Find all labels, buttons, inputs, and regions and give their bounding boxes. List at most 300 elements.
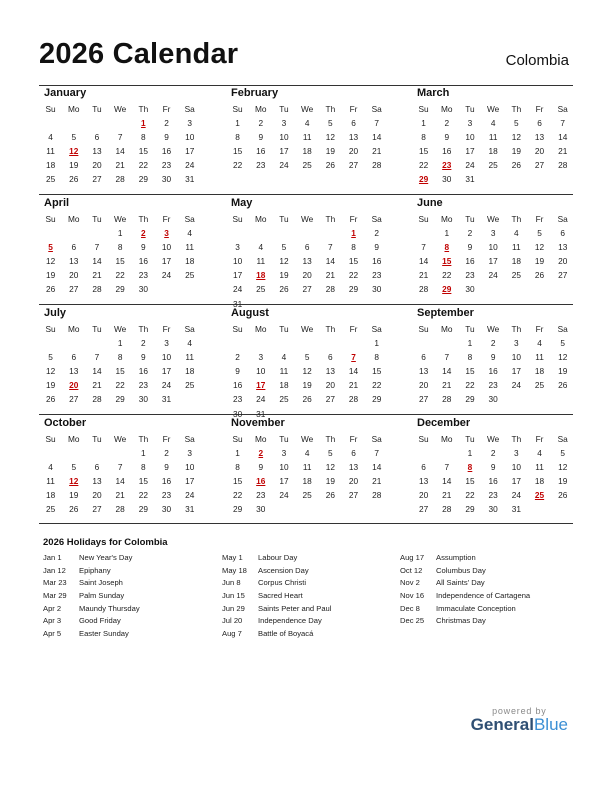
- day-cell: 1: [235, 448, 240, 459]
- day-cell: 10: [279, 462, 289, 473]
- day-cell: 5: [281, 242, 287, 253]
- holiday-date: Dec 25: [400, 616, 425, 626]
- day-cell: 14: [442, 366, 452, 377]
- holiday-name: New Year's Day: [79, 553, 133, 562]
- day-cell: 25: [45, 504, 56, 515]
- day-cell: 12: [534, 242, 545, 253]
- day-cell: 30: [232, 408, 243, 419]
- weekday-label: Sa: [371, 104, 382, 114]
- month-grid: [412, 322, 572, 407]
- weekday-label: We: [487, 214, 500, 224]
- day-cell: 30: [138, 394, 148, 405]
- day-cell: 31: [256, 408, 266, 419]
- empty-cell: [319, 226, 342, 240]
- day-cell: 3: [490, 228, 496, 239]
- weekday-label: Tu: [279, 434, 289, 444]
- day-cell: 9: [164, 132, 169, 143]
- day-cell: 15: [372, 366, 382, 377]
- month-august: [226, 307, 386, 421]
- day-cell: 22: [465, 380, 475, 391]
- month-grid: [226, 432, 386, 517]
- holiday-name: Ascension Day: [258, 565, 309, 575]
- holiday-name: Christmas Day: [436, 616, 486, 626]
- day-cell: 2: [258, 118, 264, 129]
- weekday-label: Th: [325, 104, 336, 114]
- day-cell: 20: [418, 490, 429, 501]
- day-cell: 14: [92, 256, 102, 267]
- month-name: December: [417, 417, 471, 429]
- day-cell: 25: [45, 174, 56, 185]
- day-cell: 4: [304, 118, 310, 129]
- empty-cell: [39, 336, 62, 350]
- day-cell: 8: [141, 462, 146, 473]
- weekday-label: Tu: [465, 214, 475, 224]
- country-name: Colombia: [505, 52, 569, 69]
- day-cell: 28: [348, 394, 359, 405]
- weekday-label: Fr: [535, 104, 544, 114]
- weekday-label: Th: [138, 434, 149, 444]
- day-cell: 19: [45, 380, 56, 391]
- day-cell: 27: [302, 284, 312, 295]
- day-cell: 21: [418, 270, 429, 281]
- weekday-label: Mo: [255, 434, 267, 444]
- empty-cell: [39, 116, 62, 130]
- day-cell: 23: [372, 270, 382, 281]
- empty-cell: [412, 446, 435, 460]
- weekday-label: Th: [511, 214, 522, 224]
- day-cell: 12: [302, 366, 312, 377]
- day-cell: 11: [535, 462, 544, 473]
- holiday-name: Immaculate Conception: [436, 603, 516, 613]
- day-cell: 18: [534, 366, 545, 377]
- day-cell: 21: [442, 380, 452, 391]
- day-cell: 14: [372, 462, 382, 473]
- empty-cell: [62, 336, 85, 350]
- empty-cell: [226, 336, 249, 350]
- day-cell: 29: [115, 394, 125, 405]
- month-grid: [412, 212, 572, 297]
- empty-cell: [342, 336, 365, 350]
- weekday-label: Th: [138, 214, 149, 224]
- weekday-label: Su: [45, 104, 56, 114]
- day-cell: 15: [418, 146, 429, 157]
- day-cell: 11: [302, 132, 312, 143]
- day-cell: 15: [465, 476, 475, 487]
- holiday-date: Jun 15: [222, 591, 245, 601]
- month-name: June: [417, 197, 443, 209]
- day-cell: 19: [534, 256, 545, 267]
- day-cell: 19: [558, 476, 568, 487]
- holiday-row: [43, 603, 140, 616]
- weekday-label: Mo: [441, 324, 453, 334]
- empty-cell: [62, 226, 85, 240]
- day-cell: 24: [161, 270, 172, 281]
- day-cell: 24: [511, 380, 521, 391]
- day-cell: 7: [421, 242, 426, 253]
- day-cell: 16: [232, 380, 243, 391]
- day-cell: 6: [421, 462, 426, 473]
- weekday-label: Mo: [68, 434, 80, 444]
- day-cell: 3: [187, 448, 193, 459]
- day-cell: 10: [161, 352, 172, 363]
- day-cell: 14: [372, 132, 382, 143]
- holiday-row: [400, 577, 530, 590]
- weekday-label: Su: [418, 104, 429, 114]
- day-cell: 10: [511, 462, 521, 473]
- empty-cell: [62, 116, 85, 130]
- day-cell: 7: [328, 242, 333, 253]
- weekday-label: We: [301, 214, 314, 224]
- empty-cell: [85, 336, 108, 350]
- day-cell: 1: [117, 228, 123, 239]
- day-cell: 21: [348, 380, 359, 391]
- weekday-label: Fr: [349, 434, 358, 444]
- holiday-day: 23: [442, 160, 452, 171]
- day-cell: 26: [45, 394, 56, 405]
- day-cell: 4: [258, 242, 264, 253]
- day-cell: 28: [92, 394, 102, 405]
- day-cell: 20: [69, 270, 79, 281]
- day-cell: 8: [235, 462, 240, 473]
- day-cell: 29: [465, 394, 475, 405]
- month-january: [39, 87, 199, 187]
- month-march: [412, 87, 572, 187]
- weekday-label: Su: [45, 434, 56, 444]
- day-cell: 20: [302, 270, 312, 281]
- page-title: 2026 Calendar: [39, 38, 239, 70]
- day-cell: 13: [302, 256, 312, 267]
- month-name: February: [231, 87, 279, 99]
- day-cell: 11: [302, 462, 312, 473]
- day-cell: 29: [138, 174, 148, 185]
- weekday-label: Sa: [557, 324, 568, 334]
- day-cell: 5: [304, 352, 310, 363]
- weekday-label: Th: [511, 104, 522, 114]
- holiday-day: 1: [141, 118, 146, 129]
- row-divider: [39, 523, 573, 524]
- day-cell: 28: [418, 284, 429, 295]
- weekday-label: Th: [138, 324, 149, 334]
- day-cell: 28: [372, 160, 382, 171]
- holiday-row: [222, 565, 331, 578]
- day-cell: 24: [185, 160, 195, 171]
- day-cell: 30: [372, 284, 382, 295]
- weekday-label: Fr: [162, 324, 171, 334]
- weekday-label: Fr: [162, 214, 171, 224]
- day-cell: 26: [511, 160, 521, 171]
- holiday-row: [43, 628, 140, 641]
- day-cell: 27: [348, 490, 359, 501]
- weekday-label: Sa: [557, 214, 568, 224]
- day-cell: 4: [537, 448, 542, 459]
- day-cell: 1: [421, 118, 426, 129]
- day-cell: 29: [232, 504, 243, 515]
- holiday-row: [222, 628, 331, 641]
- day-cell: 29: [372, 394, 382, 405]
- day-cell: 8: [374, 352, 380, 363]
- weekday-label: Sa: [184, 434, 195, 444]
- day-cell: 6: [304, 242, 310, 253]
- month-name: March: [417, 87, 450, 99]
- day-cell: 27: [69, 394, 79, 405]
- empty-cell: [296, 336, 319, 350]
- day-cell: 6: [560, 228, 566, 239]
- day-cell: 8: [467, 352, 473, 363]
- day-cell: 2: [490, 448, 496, 459]
- holiday-day: 5: [48, 242, 53, 253]
- day-cell: 4: [537, 338, 542, 349]
- day-cell: 22: [138, 160, 148, 171]
- weekday-label: Sa: [184, 214, 195, 224]
- holiday-row: [400, 603, 530, 616]
- day-cell: 12: [279, 256, 289, 267]
- month-name: April: [44, 197, 70, 209]
- day-cell: 15: [232, 146, 243, 157]
- day-cell: 21: [372, 476, 382, 487]
- day-cell: 11: [256, 256, 266, 267]
- day-cell: 11: [46, 476, 55, 487]
- day-cell: 3: [514, 338, 519, 349]
- day-cell: 9: [235, 366, 240, 377]
- day-cell: 19: [325, 146, 335, 157]
- day-cell: 25: [302, 490, 312, 501]
- day-cell: 9: [490, 352, 496, 363]
- day-cell: 18: [511, 256, 521, 267]
- holiday-date: Jan 12: [43, 565, 66, 575]
- day-cell: 12: [45, 256, 56, 267]
- day-cell: 13: [348, 462, 359, 473]
- holiday-row: [400, 590, 530, 603]
- day-cell: 6: [351, 118, 356, 129]
- row-divider: [39, 85, 573, 86]
- weekday-label: Fr: [162, 434, 171, 444]
- month-name: August: [231, 307, 269, 319]
- day-cell: 4: [187, 338, 193, 349]
- day-cell: 3: [164, 338, 169, 349]
- empty-cell: [39, 446, 62, 460]
- day-cell: 26: [325, 490, 335, 501]
- holiday-date: Mar 23: [43, 578, 67, 588]
- holiday-date: Jun 29: [222, 603, 245, 613]
- day-cell: 16: [372, 256, 382, 267]
- weekday-label: Tu: [92, 104, 102, 114]
- day-cell: 23: [138, 380, 148, 391]
- day-cell: 24: [511, 490, 521, 501]
- weekday-label: Fr: [535, 434, 544, 444]
- day-cell: 19: [302, 380, 312, 391]
- day-cell: 4: [514, 228, 519, 239]
- day-cell: 13: [534, 132, 545, 143]
- holiday-name: Easter Sunday: [79, 629, 129, 639]
- day-cell: 10: [185, 462, 195, 473]
- day-cell: 22: [418, 160, 429, 171]
- holiday-date: Aug 17: [400, 553, 425, 562]
- weekday-label: Mo: [68, 214, 80, 224]
- month-grid: [412, 102, 572, 187]
- day-cell: 11: [46, 146, 55, 157]
- weekday-label: Su: [45, 214, 56, 224]
- holiday-row: [43, 565, 140, 578]
- day-cell: 24: [279, 490, 289, 501]
- holiday-day: 12: [69, 476, 79, 487]
- day-cell: 23: [161, 490, 172, 501]
- day-cell: 10: [256, 366, 266, 377]
- day-cell: 22: [465, 490, 475, 501]
- brand-name-part2: Blue: [533, 715, 568, 734]
- day-cell: 4: [187, 228, 193, 239]
- weekday-label: Tu: [465, 104, 475, 114]
- day-cell: 6: [328, 352, 333, 363]
- day-cell: 16: [138, 256, 148, 267]
- day-cell: 30: [488, 504, 498, 515]
- holiday-date: Nov 16: [400, 591, 425, 601]
- weekday-label: Tu: [279, 214, 289, 224]
- day-cell: 5: [48, 352, 53, 363]
- weekday-label: Su: [232, 324, 243, 334]
- day-cell: 11: [512, 242, 521, 253]
- holiday-name: Independence of Cartagena: [436, 591, 531, 601]
- day-cell: 26: [534, 270, 545, 281]
- day-cell: 27: [558, 270, 568, 281]
- holiday-row: [222, 577, 331, 590]
- day-cell: 26: [558, 490, 568, 501]
- holiday-day: 1: [351, 228, 356, 239]
- day-cell: 17: [279, 146, 289, 157]
- weekday-label: We: [114, 214, 127, 224]
- day-cell: 5: [537, 228, 542, 239]
- day-cell: 21: [115, 490, 125, 501]
- holiday-row: [222, 615, 331, 628]
- day-cell: 21: [442, 490, 452, 501]
- month-may: [226, 197, 386, 311]
- day-cell: 26: [45, 284, 56, 295]
- day-cell: 3: [514, 448, 519, 459]
- weekday-label: Su: [232, 434, 243, 444]
- day-cell: 25: [488, 160, 498, 171]
- holiday-day: 29: [418, 174, 429, 185]
- weekday-label: Tu: [279, 324, 289, 334]
- day-cell: 28: [442, 504, 452, 515]
- holiday-day: 8: [444, 242, 450, 253]
- day-cell: 8: [117, 242, 123, 253]
- holiday-day: 15: [442, 256, 452, 267]
- day-cell: 22: [115, 270, 125, 281]
- day-cell: 22: [442, 270, 452, 281]
- day-cell: 12: [511, 132, 521, 143]
- day-cell: 26: [302, 394, 312, 405]
- day-cell: 26: [69, 174, 79, 185]
- day-cell: 24: [488, 270, 498, 281]
- month-grid: [412, 432, 572, 517]
- day-cell: 4: [281, 352, 287, 363]
- day-cell: 1: [235, 118, 240, 129]
- brand-name-part1: General: [470, 715, 534, 734]
- month-september: [412, 307, 572, 407]
- day-cell: 9: [141, 352, 146, 363]
- day-cell: 17: [511, 366, 521, 377]
- day-cell: 27: [69, 284, 79, 295]
- day-cell: 3: [187, 118, 193, 129]
- day-cell: 5: [560, 338, 566, 349]
- holiday-date: Oct 12: [400, 565, 423, 575]
- day-cell: 27: [418, 394, 429, 405]
- day-cell: 19: [325, 476, 335, 487]
- weekday-label: Fr: [535, 214, 544, 224]
- day-cell: 8: [351, 242, 356, 253]
- day-cell: 16: [488, 476, 498, 487]
- holiday-name: Battle of Boyacá: [258, 629, 314, 639]
- day-cell: 14: [558, 132, 568, 143]
- day-cell: 19: [558, 366, 568, 377]
- day-cell: 15: [465, 366, 475, 377]
- weekday-label: Tu: [465, 324, 475, 334]
- month-name: November: [231, 417, 285, 429]
- day-cell: 28: [372, 490, 382, 501]
- day-cell: 1: [467, 338, 473, 349]
- day-cell: 6: [71, 352, 77, 363]
- month-june: [412, 197, 572, 297]
- day-cell: 20: [92, 490, 102, 501]
- day-cell: 31: [232, 298, 243, 309]
- day-cell: 9: [258, 462, 264, 473]
- holiday-day: 25: [534, 490, 545, 501]
- weekday-label: Mo: [441, 104, 453, 114]
- day-cell: 10: [488, 242, 498, 253]
- holiday-row: [222, 590, 331, 603]
- day-cell: 4: [48, 132, 53, 143]
- day-cell: 21: [372, 146, 382, 157]
- day-cell: 17: [511, 476, 521, 487]
- weekday-label: We: [487, 434, 500, 444]
- day-cell: 25: [511, 270, 521, 281]
- weekday-label: Tu: [92, 214, 102, 224]
- day-cell: 21: [92, 270, 102, 281]
- weekday-label: Th: [325, 324, 336, 334]
- day-cell: 7: [117, 132, 123, 143]
- day-cell: 20: [558, 256, 568, 267]
- day-cell: 20: [348, 146, 359, 157]
- day-cell: 11: [488, 132, 498, 143]
- brand-name: [471, 715, 568, 735]
- day-cell: 31: [465, 174, 475, 185]
- day-cell: 16: [161, 476, 172, 487]
- weekday-label: Sa: [371, 214, 382, 224]
- day-cell: 13: [92, 146, 102, 157]
- day-cell: 25: [302, 160, 312, 171]
- day-cell: 21: [558, 146, 568, 157]
- empty-cell: [39, 226, 62, 240]
- day-cell: 16: [161, 146, 172, 157]
- month-february: [226, 87, 386, 172]
- day-cell: 18: [45, 490, 56, 501]
- day-cell: 14: [92, 366, 102, 377]
- holiday-date: Jan 1: [43, 553, 62, 562]
- holiday-row: [400, 565, 530, 578]
- day-cell: 22: [115, 380, 125, 391]
- day-cell: 7: [374, 448, 380, 459]
- holiday-date: May 1: [222, 553, 243, 562]
- day-cell: 18: [302, 146, 312, 157]
- month-name: January: [44, 87, 87, 99]
- day-cell: 18: [45, 160, 56, 171]
- weekday-label: We: [114, 104, 127, 114]
- row-divider: [39, 194, 573, 195]
- month-grid: [39, 212, 199, 297]
- holiday-date: May 18: [222, 565, 247, 575]
- holiday-column: [222, 552, 331, 641]
- weekday-label: Fr: [162, 104, 171, 114]
- weekday-label: Th: [511, 434, 522, 444]
